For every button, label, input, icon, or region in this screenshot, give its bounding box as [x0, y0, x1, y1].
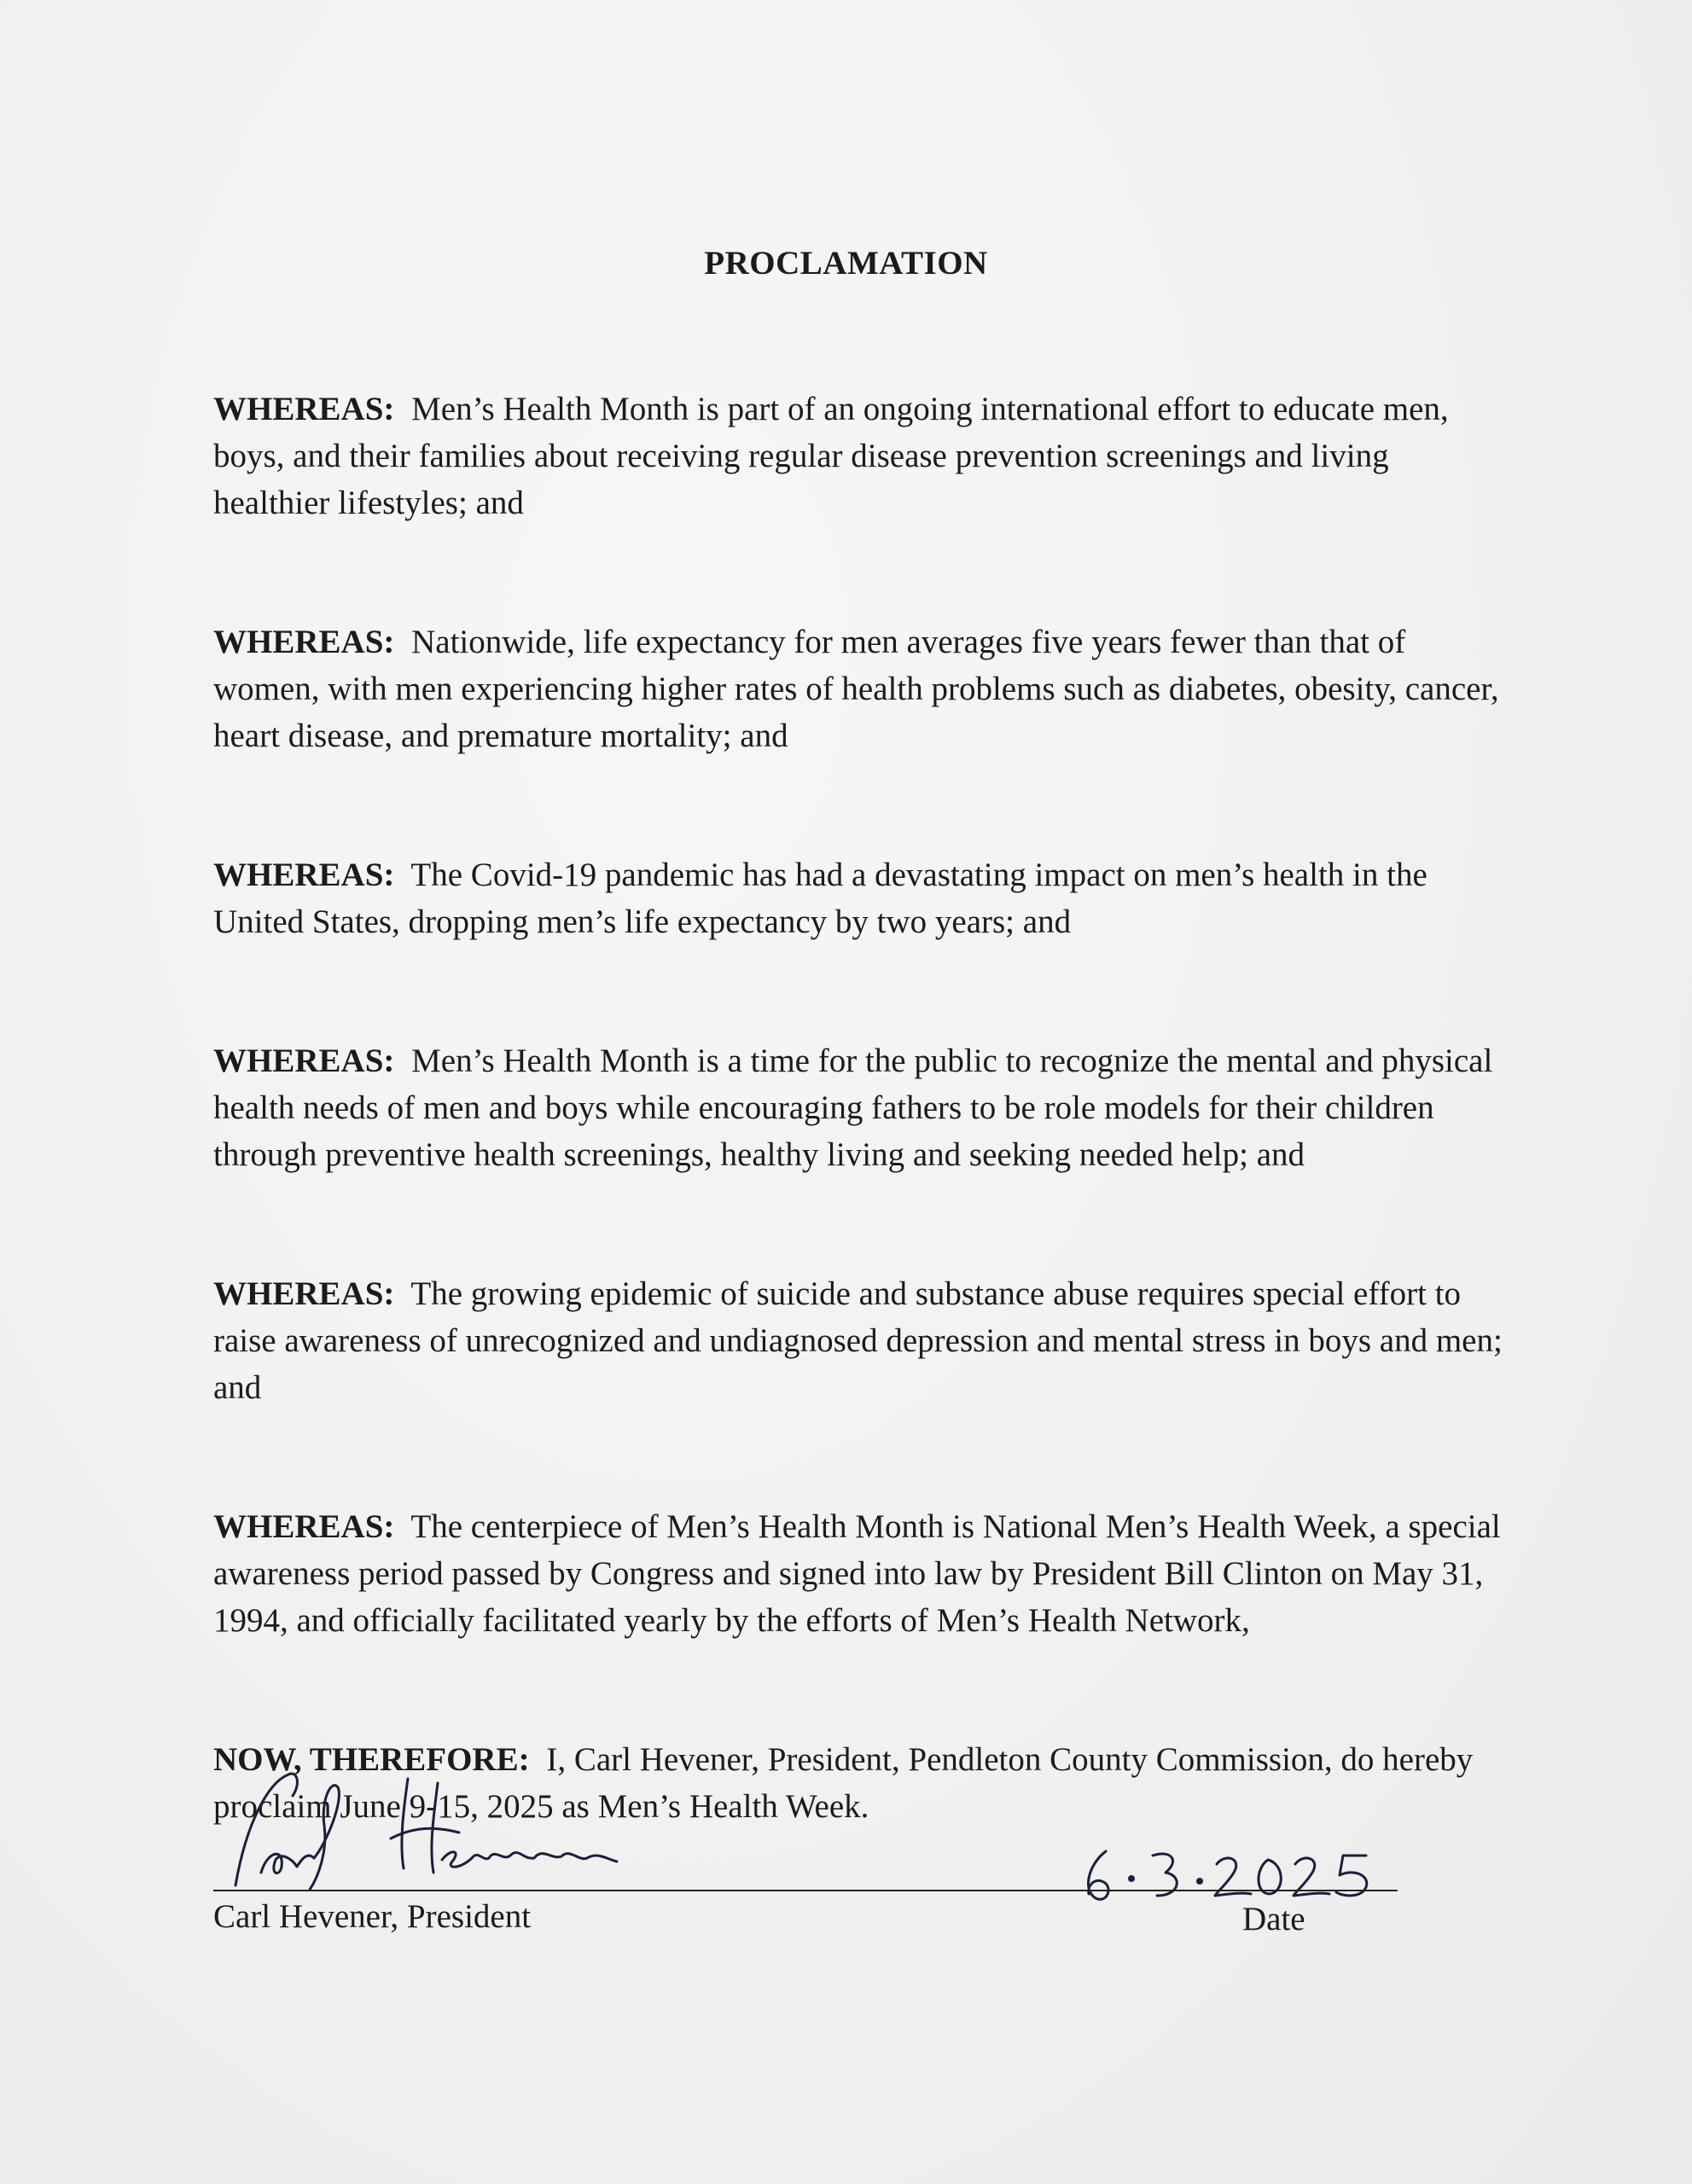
date-label: Date [1242, 1901, 1305, 1937]
paragraph-lead: WHEREAS: [213, 857, 395, 893]
document-title: PROCLAMATION [704, 245, 988, 282]
whereas-paragraph-2 [213, 619, 1510, 759]
paragraph-lead: WHEREAS: [213, 1508, 395, 1545]
paragraph-lead: WHEREAS: [213, 391, 395, 427]
paragraph-lead: WHEREAS: [213, 1043, 395, 1079]
paragraph-text: Men’s Health Month is a time for the public to recognize the mental and physical health needs of men and boys while encouraging fathers to be role models for their children through preventive health screenings, healthy living and seeking needed help; and [213, 1043, 1493, 1173]
whereas-paragraph-4 [213, 1037, 1510, 1178]
paragraph-text: I, Carl Hevener, President, Pendleton County Commission, do hereby proclaim June 9-15, 2025 as Men’s Health Week. [213, 1741, 1474, 1825]
paragraph-lead: WHEREAS: [213, 1275, 395, 1312]
paragraph-text: Nationwide, life expectancy for men averages five years fewer than that of women, with men experiencing higher rates of health problems such as diabetes, obesity, cancer, heart disease, and premature mortality; and [213, 624, 1499, 754]
paragraph-text: The growing epidemic of suicide and substance abuse requires special effort to raise awareness of unrecognized and undiagnosed depression and mental stress in boys and men; and [213, 1275, 1503, 1406]
paragraph-text: The Covid-19 pandemic has had a devastating impact on men’s health in the United States, dropping men’s life expectancy by two years; and [213, 857, 1427, 940]
signer-label: Carl Hevener, President [213, 1898, 532, 1935]
paragraph-lead: NOW, THEREFORE: [213, 1741, 530, 1778]
whereas-paragraph-6 [213, 1503, 1510, 1644]
paragraph-lead: WHEREAS: [213, 624, 395, 660]
whereas-paragraph-3 [213, 851, 1510, 945]
paragraph-text: The centerpiece of Men’s Health Month is National Men’s Health Week, a special awareness period passed by Congress and signed into law by President Bill Clinton on May 31, 1994, and officially facilitated yearly by the efforts of Men’s Health Network, [213, 1508, 1501, 1639]
whereas-paragraph-1 [213, 386, 1510, 526]
proclamation-body [213, 386, 1510, 1922]
whereas-paragraph-5 [213, 1270, 1510, 1411]
handwritten-signature [229, 1766, 672, 1894]
signature-line [213, 1890, 1398, 1891]
handwritten-date [1072, 1834, 1404, 1911]
paragraph-text: Men’s Health Month is part of an ongoing international effort to educate men, boys, and their families about receiving regular disease prevention screenings and living healthier lifestyles; and [213, 391, 1449, 521]
